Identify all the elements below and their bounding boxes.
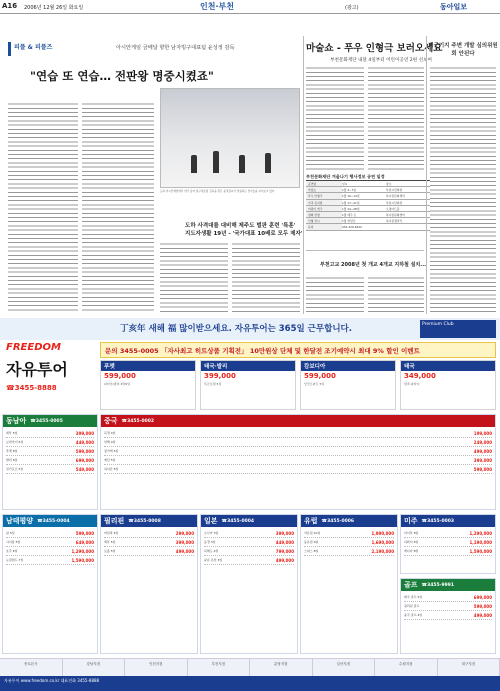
branch-item: 종로본사 (0, 659, 63, 676)
kicker: 피플 & 피플즈 (8, 42, 153, 56)
table-cell: 복사골문화센터 (386, 194, 405, 199)
product-name: 사이판 5일 (6, 540, 21, 544)
region-box (200, 514, 298, 654)
product-price: 399,000 (175, 540, 194, 545)
region-phone: ☎3455-0008 (128, 518, 161, 524)
product-price: 249,000 (473, 440, 492, 445)
product-price: 649,000 (75, 540, 94, 545)
product-name: 발리 6일 (6, 458, 18, 462)
divider (303, 36, 304, 314)
product-name: 스위스 8일 (304, 549, 319, 553)
product-name: 미서부 8일 (404, 531, 419, 535)
deal-price: 599,000 (304, 372, 336, 380)
product-name: 큐슈 온천 3일 (204, 558, 223, 562)
region-header (101, 415, 495, 427)
deal-title: 태국·발리 (201, 361, 295, 371)
product-price: 499,000 (473, 449, 492, 454)
product-name: 호주 6일 (6, 549, 18, 553)
region-name: 필리핀 (104, 517, 125, 525)
product-name: 푸껫 6일 (6, 449, 18, 453)
list-item[interactable] (404, 547, 492, 556)
article-column-3 (160, 242, 228, 312)
table-cell: 공연명 (306, 181, 342, 186)
table-cell: 일시 (342, 182, 348, 186)
list-item[interactable] (104, 456, 492, 465)
side-column (430, 66, 496, 314)
product-price: 599,000 (75, 531, 94, 536)
table-cell: 1월 4~7일 (342, 188, 356, 193)
region-header (101, 515, 197, 527)
product-price: 1,590,000 (71, 558, 94, 563)
list-item[interactable] (404, 602, 492, 611)
deal-card[interactable] (100, 360, 196, 410)
kicker-subtitle: 아시안게임 금메달 향한 남자빙구대표팀 윤성정 감독 (116, 45, 235, 51)
region-name: 중국 (104, 417, 118, 425)
deal-title: 푸껫 (101, 361, 195, 371)
right-column-3 (306, 276, 364, 314)
ad-slogan: 丁亥年 새해 福 많이받으세요. 자유투어는 365일 근무합니다. (120, 324, 352, 334)
region-box (2, 514, 98, 654)
product-name: 보홀 5일 (104, 549, 116, 553)
promo-banner: 문의 3455-0005 「자사최고 히트상품 기획전」 10만원상 단체 및 한달전 조기예약시 최대 9% 할인 이벤트 (100, 342, 496, 358)
product-price: 499,000 (275, 558, 294, 563)
product-name: 상해 4일 (104, 440, 116, 444)
product-price: 1,290,000 (71, 549, 94, 554)
branch-item: 인천지점 (125, 659, 188, 676)
deal-card[interactable] (300, 360, 396, 410)
region-box (400, 578, 496, 654)
list-item[interactable] (104, 447, 492, 456)
product-name: 태국 골프 5일 (404, 595, 423, 599)
issue-date: 2006년 12월 26일 화요일 (24, 5, 84, 11)
table-cell: 부천시민회관 (386, 188, 403, 193)
table-cell: 인형 전시 (306, 218, 342, 223)
table-cell: 영화 상영 (306, 212, 342, 217)
deal-card[interactable] (200, 360, 296, 410)
ad-note: (광고) (345, 5, 359, 11)
product-name: 북경 4일 (104, 431, 116, 435)
product-name: 괌 5일 (6, 531, 15, 535)
product-name: 동경 3일 (204, 540, 216, 544)
product-name: 북해도 4일 (204, 549, 219, 553)
list-item[interactable] (6, 447, 94, 456)
table-cell: 032-320-6342 (342, 225, 362, 230)
table-cell: 문의 (306, 224, 342, 229)
table-cell: 장소 (386, 182, 392, 186)
product-price: 1,290,000 (469, 531, 492, 536)
region-name: 미주 (404, 517, 418, 525)
list-item[interactable] (6, 438, 94, 447)
region-name: 골프 (404, 581, 418, 589)
region-phone: ☎3455-0005 (30, 418, 63, 424)
region-phone: ☎3455-0004 (37, 518, 70, 524)
region-phone: ☎3455-0002 (121, 418, 155, 424)
product-price: 199,000 (473, 431, 492, 436)
article-column-1 (8, 102, 78, 312)
region-box (100, 414, 496, 510)
product-name: 마닐라 4일 (104, 531, 119, 535)
product-name: 서유럽 10일 (304, 531, 321, 535)
list-item[interactable] (204, 538, 294, 547)
brand-block (6, 342, 98, 402)
branch-item: 대구지점 (438, 659, 500, 676)
table-cell: 1월 17~21일 (342, 200, 360, 205)
section-title: 인천·부천 (200, 2, 234, 11)
list-item[interactable] (6, 465, 94, 474)
right-column-2 (368, 66, 424, 170)
table-cell: 1월 한달간 (342, 219, 356, 224)
region-header (401, 515, 495, 527)
region-phone: ☎3455-0003 (421, 518, 455, 524)
region-header (401, 579, 495, 591)
product-price: 799,000 (275, 549, 294, 554)
deal-price: 349,000 (404, 372, 436, 380)
branch-item: 분당지점 (250, 659, 313, 676)
list-item[interactable] (6, 429, 94, 438)
list-item[interactable] (204, 547, 294, 556)
product-price: 449,000 (275, 540, 294, 545)
product-price: 599,000 (473, 467, 492, 472)
table-cell: 가족 뮤지컬 (306, 200, 342, 205)
product-price: 399,000 (75, 431, 94, 436)
region-header (301, 515, 397, 527)
deal-body: 특급호텔 5일 (204, 382, 222, 386)
list-item[interactable] (304, 529, 394, 538)
table-cell: 어린이 연극 (306, 206, 342, 211)
list-item[interactable] (204, 556, 294, 565)
list-item[interactable] (404, 593, 492, 602)
table-cell: 복사골문화센터 (386, 212, 405, 217)
list-item[interactable] (6, 529, 94, 538)
paper-logo: 동아일보 (440, 3, 468, 11)
product-name: 하이난 5일 (104, 467, 119, 471)
product-price: 1,590,000 (469, 549, 492, 554)
deal-price: 599,000 (104, 372, 136, 380)
branch-bar (0, 658, 500, 676)
table-cell: 1월 24~28일 (342, 206, 360, 211)
right-column-4 (368, 276, 424, 314)
list-item[interactable] (204, 529, 294, 538)
article-photo (160, 88, 300, 188)
product-price: 699,000 (75, 458, 94, 463)
side-title: 미군기지 주변 개발 심의위원회 안된다 (428, 43, 498, 57)
table-cell: 1월 10~14일 (342, 194, 360, 199)
product-price: 699,000 (473, 595, 492, 600)
subhead-1: 도하 사격대를 대비해 제주도 벌판 훈련 '특훈' (185, 223, 296, 229)
region-name: 남태평양 (6, 517, 34, 525)
article-headline: "연습 또 연습… 전판왕 명중시켰죠" (30, 69, 214, 83)
list-item[interactable] (6, 456, 94, 465)
region-box (300, 514, 398, 654)
mid-headline: 부천고교 2008년 첫 개교 4개교 지하철 설치... (320, 262, 426, 268)
table-cell: 복사골갤러리 (386, 219, 403, 224)
product-name: 하와이 6일 (404, 540, 419, 544)
ad-footer: 자유투어 www.freedom.co.kr 대표전화 3455-8888 (0, 676, 500, 691)
list-item[interactable] (104, 547, 194, 556)
product-price: 449,000 (75, 440, 94, 445)
list-item[interactable] (6, 547, 94, 556)
subhead-2: 지도자생활 19년 - '국가대표 10배로 모두 제자' (185, 231, 303, 237)
product-price: 599,000 (75, 449, 94, 454)
deal-title: 캄보디아 (301, 361, 395, 371)
product-name: 계림 5일 (104, 458, 116, 462)
list-item[interactable] (6, 556, 94, 565)
deal-title: 태국 (401, 361, 495, 371)
region-name: 동남아 (6, 417, 27, 425)
region-phone: ☎3455-0006 (321, 518, 355, 524)
branch-item: 부천지점 (188, 659, 251, 676)
divider (306, 250, 424, 251)
table-cell: 1월 매주 토 (342, 212, 357, 217)
page-number: A16 (2, 2, 18, 10)
region-header (201, 515, 297, 527)
region-name: 일본 (204, 517, 218, 525)
product-price: 1,190,000 (469, 540, 492, 545)
region-box (2, 414, 98, 510)
region-box (100, 514, 198, 654)
deal-card[interactable] (400, 360, 496, 410)
product-price: 599,000 (473, 604, 492, 609)
product-name: 세부 5일 (104, 540, 116, 544)
premium-club-badge: Premium Club (420, 320, 496, 338)
deal-price: 399,000 (204, 372, 236, 380)
article-column-4 (232, 242, 300, 312)
table-cell: 오정아트홀 (386, 206, 400, 211)
product-name: 중국 골프 4일 (404, 613, 423, 617)
table-cell: 마술쇼 (306, 187, 342, 192)
region-header (3, 515, 97, 527)
product-name: 장가계 5일 (104, 449, 119, 453)
list-item[interactable] (304, 538, 394, 547)
product-price: 1,690,000 (371, 540, 394, 545)
region-phone: ☎3455-9991 (421, 582, 455, 588)
right-article-title: 마술쇼 - 푸우 인형극 보러오세요 (306, 43, 443, 54)
product-price: 499,000 (175, 549, 194, 554)
product-price: 499,000 (473, 613, 492, 618)
product-name: 동유럽 9일 (304, 540, 319, 544)
product-price: 1,990,000 (371, 531, 394, 536)
product-name: 싱가포르 5일 (6, 467, 24, 471)
region-phone: ☎3455-0004 (221, 518, 255, 524)
right-article-subtitle: 부천문화재단 내달 4일부터 어린이공연 2편 선보여 (330, 58, 432, 63)
region-box (400, 514, 496, 574)
brand-name: 자유투어 (6, 360, 68, 379)
branch-item: 수원지점 (375, 659, 438, 676)
list-item[interactable] (404, 611, 492, 620)
product-name: 오사카 3일 (204, 531, 219, 535)
list-item[interactable] (104, 429, 492, 438)
product-name: 필리핀 골프 (404, 604, 420, 608)
product-name: 뉴질랜드 7일 (6, 558, 24, 562)
deal-body: 방콕·파타야 (404, 382, 420, 386)
region-header (3, 415, 97, 427)
brand-phone: ☎3455-8888 (6, 384, 57, 392)
list-item[interactable] (304, 547, 394, 556)
product-name: 보라카이 5일 (6, 440, 24, 444)
product-name: 캐나다 8일 (404, 549, 419, 553)
deal-body: 파타야/방콕 4박6일 (104, 382, 131, 386)
page-header (0, 0, 500, 14)
product-price: 399,000 (275, 531, 294, 536)
deal-body: 앙코르와트 5일 (304, 382, 325, 386)
list-item[interactable] (404, 529, 492, 538)
branch-item: 강남지점 (63, 659, 126, 676)
list-item[interactable] (404, 538, 492, 547)
region-name: 유럽 (304, 517, 318, 525)
product-price: 299,000 (175, 531, 194, 536)
schedule-table-title: 부천문화재단 겨울나기 행사정보 공연 일정 (306, 174, 385, 179)
table-cell: 부천시민회관 (386, 200, 403, 205)
list-item[interactable] (104, 465, 492, 474)
photo-caption: 도하 아시안게임에서 한국 남자 빙구대표팀 감독을 맡은 윤성정씨가 연습하는 선수들을 지켜보고 있다 (160, 190, 275, 193)
table-cell: 푸우 인형극 (306, 193, 342, 198)
divider (426, 36, 427, 314)
product-price: 399,000 (473, 458, 492, 463)
product-name: 세부 5일 (6, 431, 18, 435)
branch-item: 일산지점 (313, 659, 376, 676)
article-column-2 (82, 102, 154, 312)
list-item[interactable] (104, 438, 492, 447)
list-item[interactable] (104, 538, 194, 547)
brand-logo: FREEDOM (6, 342, 61, 353)
right-column-1 (306, 66, 364, 170)
product-price: 2,190,000 (371, 549, 394, 554)
product-price: 549,000 (75, 467, 94, 472)
list-item[interactable] (104, 529, 194, 538)
article-subhead (185, 222, 302, 238)
list-item[interactable] (6, 538, 94, 547)
